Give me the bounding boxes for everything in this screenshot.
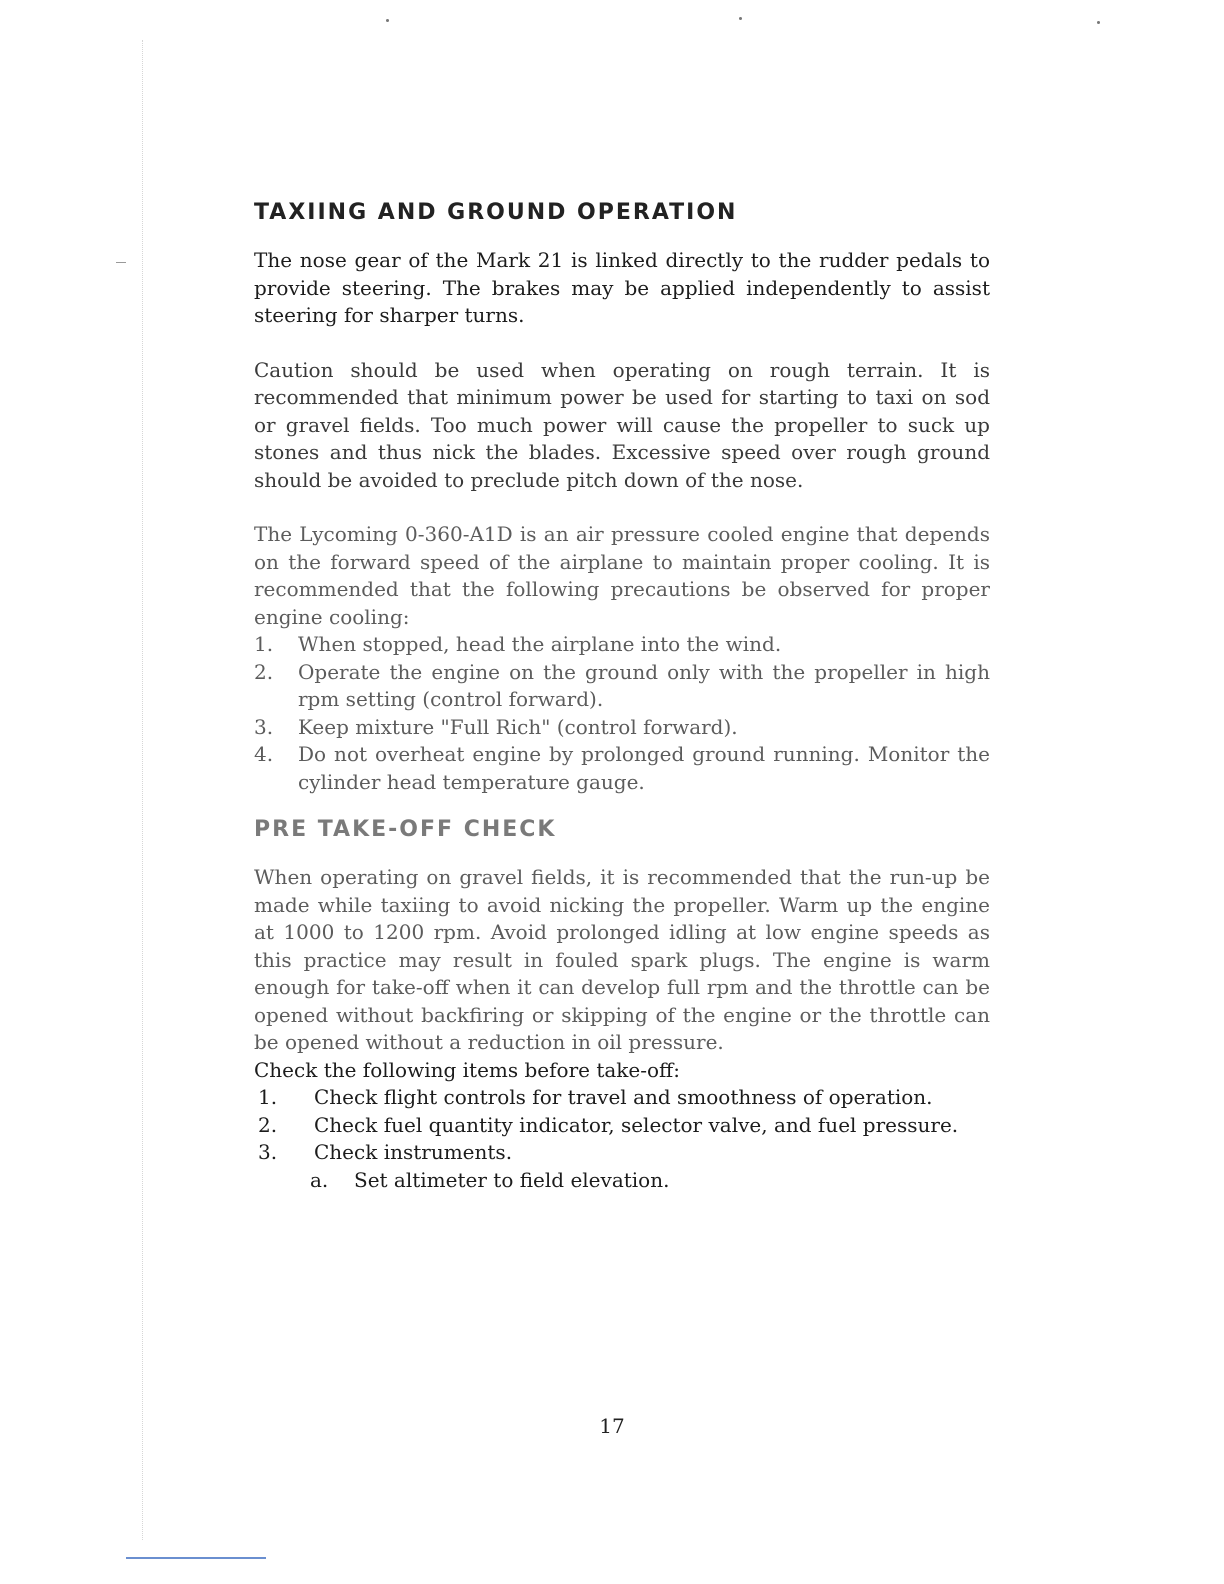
paragraph-caution: Caution should be used when operating on rough terrain. It is recommended that minimum power be used for starting to taxi on sod or gravel fields. Too much power will cause the propeller to suck up stones and thus nick the blades. Excessive speed over rough ground should be avoided to preclude pitch down of the nose. — [254, 357, 990, 492]
list-item — [254, 1084, 990, 1112]
scan-speck — [1097, 21, 1100, 24]
list-item-number: 4. — [254, 742, 274, 766]
scan-mark — [116, 262, 126, 263]
list-item-text: Check fuel quantity indicator, selector valve, and fuel pressure. — [314, 1112, 959, 1137]
binding-margin-line — [142, 40, 143, 1540]
paragraph-nose-gear: The nose gear of the Mark 21 is linked directly to the rudder pedals to provide steering. The brakes may be applied independently to assist steering for sharper turns. — [254, 248, 990, 327]
list-item-number: 3. — [254, 714, 274, 739]
list-item — [254, 659, 990, 714]
list-item — [254, 1139, 990, 1167]
list-item-text: Operate the engine on the ground only with the propeller in high rpm setting (control forward). — [298, 659, 990, 711]
list-item-number: 1. — [254, 632, 274, 656]
list-item-text: Check instruments. — [314, 1140, 513, 1164]
section-heading-pre-takeoff: PRE TAKE-OFF CHECK — [254, 817, 557, 842]
list-item — [254, 1112, 990, 1140]
sub-list-item — [254, 1167, 990, 1195]
sub-list-item-letter: a. — [310, 1167, 329, 1192]
list-item-number: 2. — [254, 659, 274, 684]
list-item — [254, 741, 990, 796]
list-item — [254, 714, 990, 742]
checklist-intro: Check the following items before take-off: — [254, 1057, 680, 1082]
scan-speck — [739, 17, 742, 20]
page-number: 17 — [599, 1414, 625, 1438]
list-item-text: Check flight controls for travel and smoothness of operation. — [314, 1085, 933, 1109]
sub-list-item-text: Set altimeter to field elevation. — [354, 1167, 670, 1192]
scan-speck — [386, 19, 389, 22]
page-content — [254, 196, 990, 1194]
list-item — [254, 631, 990, 659]
pre-takeoff-checklist — [254, 1084, 990, 1194]
list-item-text: When stopped, head the airplane into the wind. — [298, 632, 782, 656]
list-item-number: 2. — [258, 1112, 278, 1137]
section-heading-taxiing: TAXIING AND GROUND OPERATION — [254, 200, 738, 225]
list-item-number: 3. — [258, 1140, 278, 1164]
cooling-precautions-list — [254, 631, 990, 796]
bottom-edge-rule — [126, 1557, 266, 1559]
list-item-text: Do not overheat engine by prolonged ground running. Monitor the cylinder head temperature gauge. — [298, 742, 990, 794]
list-item-number: 1. — [258, 1085, 278, 1109]
paragraph-run-up: When operating on gravel fields, it is recommended that the run-up be made while taxiing to avoid nicking the propeller. Warm up the engine at 1000 to 1200 rpm. Avoid prolonged idling at low engine speeds as this practice may result in fouled spark plugs. The engine is warm enough for take-off when it can develop full rpm and the throttle can be opened without backfiring or skipping of the engine or the throttle can be opened without a reduction in oil pressure. — [254, 865, 990, 1054]
list-item-text: Keep mixture "Full Rich" (control forward). — [298, 714, 738, 739]
paragraph-engine-cooling: The Lycoming 0-360-A1D is an air pressure cooled engine that depends on the forward speed of the airplane to maintain proper cooling. It is recommended that the following precautions be observed for proper engine cooling: — [254, 522, 990, 629]
